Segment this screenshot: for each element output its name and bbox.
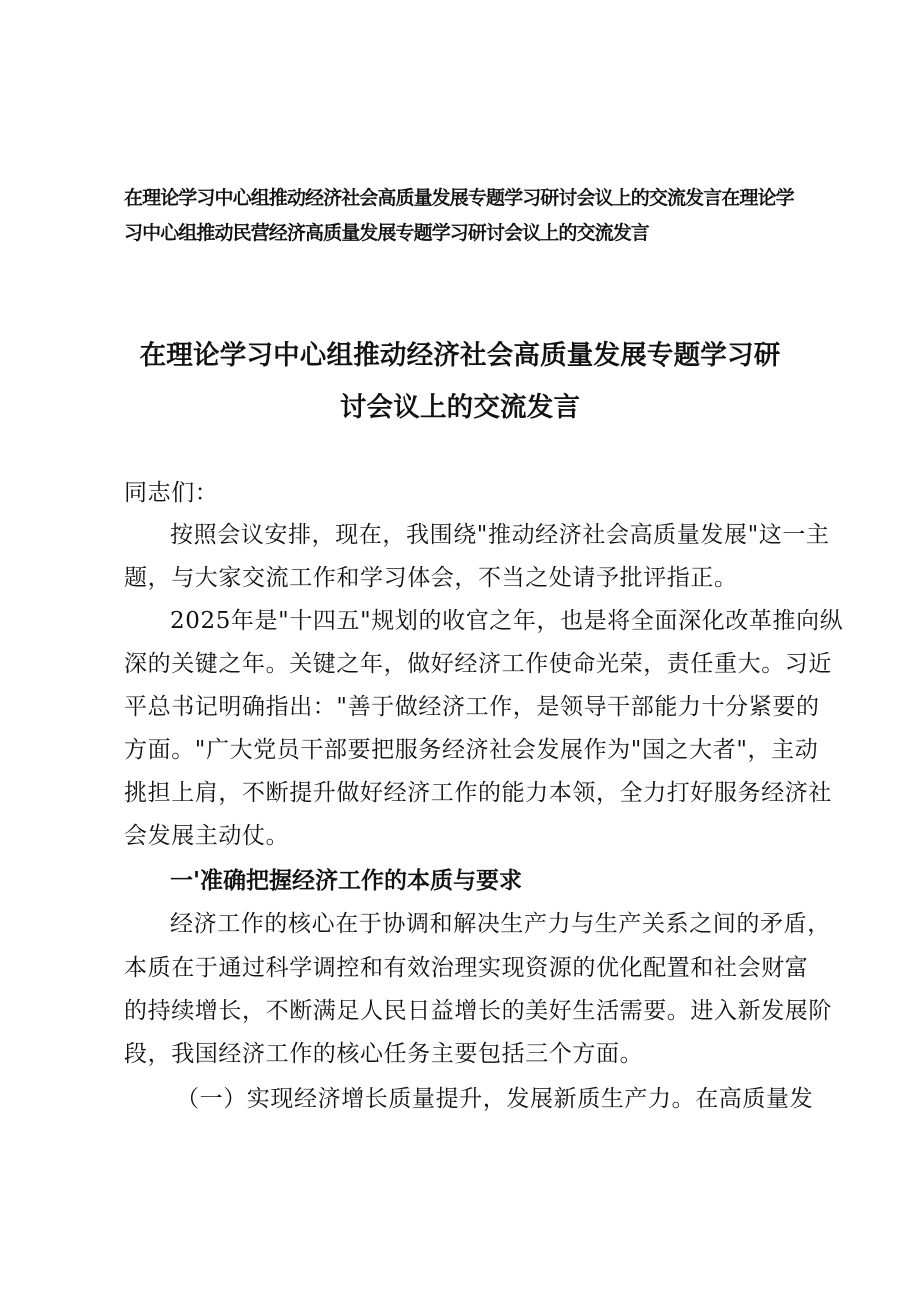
- paragraph-3-line-4: 段，我国经济工作的核心任务主要包括三个方面。: [124, 1041, 644, 1067]
- title-line-2: 讨会议上的交流发言: [339, 392, 581, 423]
- header-line-1: 在理论学习中心组推动经济社会高质量发展专题学习研讨会议上的交流发言在理论学: [124, 187, 794, 209]
- paragraph-2-line-6: 会发展主动仗。: [124, 823, 290, 849]
- paragraph-2-line-1: 2025年是"十四五"规划的收官之年，也是将全面深化改革推向纵: [170, 608, 844, 634]
- paragraph-2-line-3: 平总书记明确指出："善于做经济工作，是领导干部能力十分紧要的: [124, 694, 820, 720]
- paragraph-2-line-5: 挑担上肩，不断提升做好经济工作的能力本领，全力打好服务经济社: [124, 780, 832, 806]
- paragraph-1-line-1: 按照会议安排，现在，我围绕"推动经济社会高质量发展"这一主: [170, 522, 830, 548]
- paragraph-2-line-4: 方面。"广大党员干部要把服务经济社会发展作为"国之大者"，主动: [124, 737, 819, 763]
- title-line-1: 在理论学习中心组推动经济社会高质量发展专题学习研: [139, 340, 781, 371]
- header-line-2: 习中心组推动民营经济高质量发展专题学习研讨会议上的交流发言: [124, 222, 649, 244]
- paragraph-1-line-2: 题，与大家交流工作和学习体会，不当之处请予批评指正。: [124, 565, 738, 591]
- paragraph-4-line-1: （一）实现经济增长质量提升，发展新质生产力。在高质量发: [176, 1086, 814, 1112]
- section-1-heading: 一'准确把握经济工作的本质与要求: [170, 868, 523, 894]
- paragraph-3-line-3: 的持续增长，不断满足人民日益增长的美好生活需要。进入新发展阶: [124, 998, 832, 1024]
- paragraph-3-line-1: 经济工作的核心在于协调和解决生产力与生产关系之间的矛盾，: [170, 911, 831, 937]
- paragraph-2-line-2: 深的关键之年。关键之年，做好经济工作使命光荣，责任重大。习近: [124, 651, 832, 677]
- paragraph-3-line-2: 本质在于通过科学调控和有效治理实现资源的优化配置和社会财富: [124, 955, 809, 981]
- salutation: 同志们：: [124, 480, 219, 506]
